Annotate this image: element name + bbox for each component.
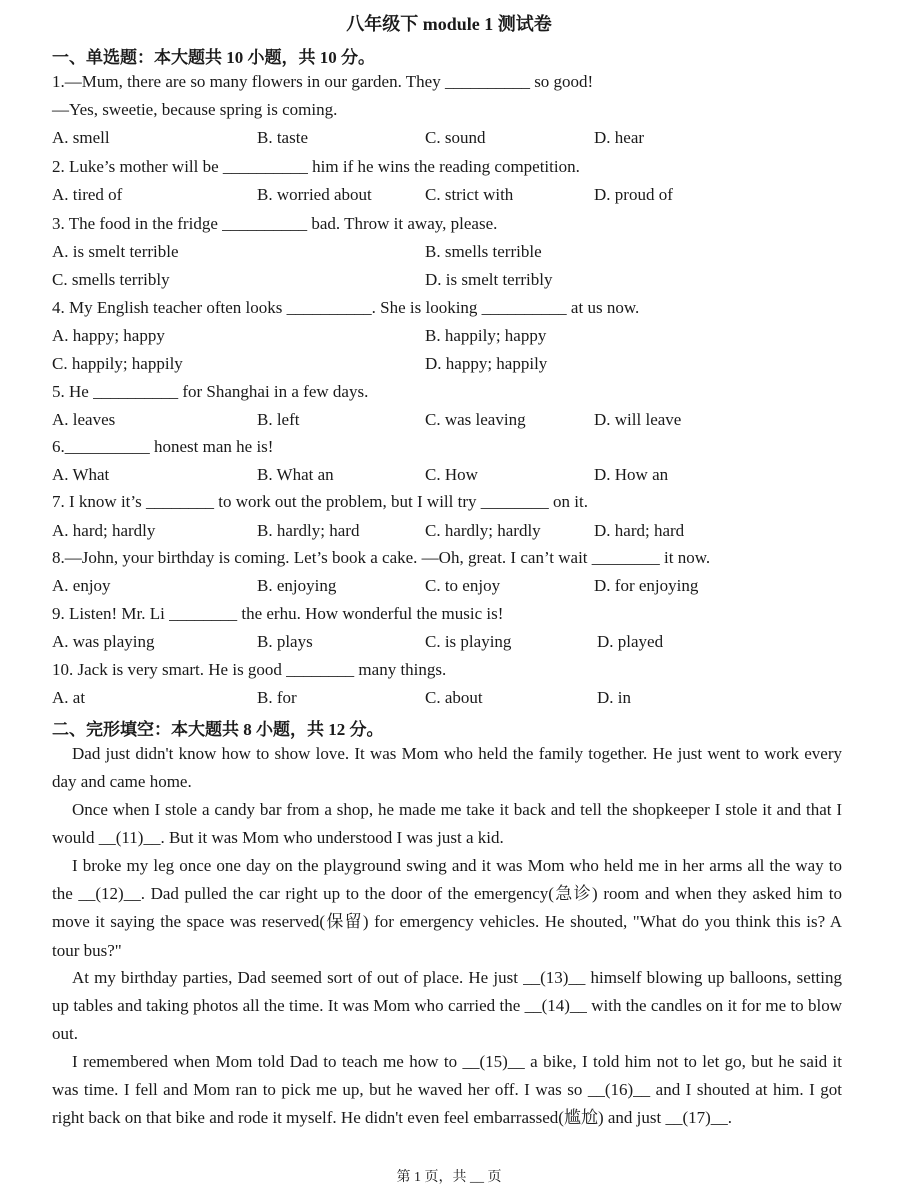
q6-option-b: B. What an bbox=[257, 465, 334, 484]
q4-option-d: D. happy; happily bbox=[425, 354, 548, 373]
q2-option-a: A. tired of bbox=[52, 185, 123, 204]
q1-option-c: C. sound bbox=[425, 128, 486, 147]
q3-option-c: C. smells terribly bbox=[52, 270, 170, 289]
q10-option-a: A. at bbox=[52, 688, 86, 707]
q6-option-c: C. How bbox=[425, 465, 478, 484]
cloze-paragraph-5: I remembered when Mom told Dad to teach me how to __(15)__ a bike, I told him not to let go, but he said it was time. I fell and Mom ran to pick me up, but he waved her off. I was so __(16)__ and I shouted at him. I got right back on that bike and rode it myself. He didn't even feel embarrassed(尴尬) and just __(17)__. bbox=[52, 1052, 842, 1128]
q10-option-b: B. for bbox=[257, 688, 297, 707]
cloze-paragraph-4: At my birthday parties, Dad seemed sort of out of place. He just __(13)__ himself blowing up balloons, setting up tables and taking photos all the time. It was Mom who carried the __(14)__ with the candles on it for me to blow out. bbox=[52, 968, 842, 1044]
q1-option-b: B. taste bbox=[257, 128, 308, 147]
q3-option-a: A. is smelt terrible bbox=[52, 242, 179, 261]
q2-option-b: B. worried about bbox=[257, 185, 372, 204]
q8-option-d: D. for enjoying bbox=[594, 576, 699, 595]
section1-heading: 一、单选题：本大题共 10 小题，共 10 分。 bbox=[52, 48, 375, 67]
q2-option-c: C. strict with bbox=[425, 185, 514, 204]
q4-option-c: C. happily; happily bbox=[52, 354, 183, 373]
q10-option-c: C. about bbox=[425, 688, 483, 707]
q5-option-b: B. left bbox=[257, 410, 300, 429]
cloze-paragraph-1: Dad just didn't know how to show love. It was Mom who held the family together. He just went to work every day and came home. bbox=[52, 744, 842, 792]
q9-option-b: B. plays bbox=[257, 632, 313, 651]
page-footer: 第 1 页，共 __ 页 bbox=[396, 1170, 502, 1185]
q9-option-a: A. was playing bbox=[52, 632, 155, 651]
q10-line: 10. Jack is very smart. He is good ________ many things. bbox=[52, 660, 447, 679]
q6-option-a: A. What bbox=[52, 465, 110, 484]
q8-option-c: C. to enjoy bbox=[425, 576, 501, 595]
exam-title: 八年级下 module 1 测试卷 bbox=[346, 14, 552, 34]
q7-option-c: C. hardly; hardly bbox=[425, 521, 541, 540]
q3-option-b: B. smells terrible bbox=[425, 242, 542, 261]
q10-option-d: D. in bbox=[597, 688, 631, 707]
q2-option-d: D. proud of bbox=[594, 185, 673, 204]
q8-option-b: B. enjoying bbox=[257, 576, 337, 595]
q4-option-a: A. happy; happy bbox=[52, 326, 165, 345]
cloze-paragraph-3: I broke my leg once one day on the playground swing and it was Mom who held me in her arms all the way to the __(12)__. Dad pulled the car right up to the door of the emergency(急诊) room and when they asked him to move it saying the space was reserved(保留) for emergency vehicles. He shouted, "What do you think this is? A tour bus?" bbox=[52, 856, 842, 960]
q3-option-d: D. is smelt terribly bbox=[425, 270, 553, 289]
q3-line: 3. The food in the fridge __________ bad. Throw it away, please. bbox=[52, 214, 498, 233]
q5-option-c: C. was leaving bbox=[425, 410, 526, 429]
q1-line1: 1.—Mum, there are so many flowers in our garden. They __________ so good! bbox=[52, 72, 594, 91]
q1-line2: —Yes, sweetie, because spring is coming. bbox=[52, 100, 338, 119]
q7-option-a: A. hard; hardly bbox=[52, 521, 156, 540]
q8-option-a: A. enjoy bbox=[52, 576, 111, 595]
q9-option-c: C. is playing bbox=[425, 632, 512, 651]
q1-option-d: D. hear bbox=[594, 128, 645, 147]
q5-line: 5. He __________ for Shanghai in a few days. bbox=[52, 382, 369, 401]
q1-option-a: A. smell bbox=[52, 128, 110, 147]
q7-option-d: D. hard; hard bbox=[594, 521, 685, 540]
q4-option-b: B. happily; happy bbox=[425, 326, 547, 345]
section2-heading: 二、完形填空：本大题共 8 小题，共 12 分。 bbox=[52, 720, 384, 739]
q5-option-d: D. will leave bbox=[594, 410, 682, 429]
q5-option-a: A. leaves bbox=[52, 410, 116, 429]
q9-option-d: D. played bbox=[597, 632, 664, 651]
q4-line: 4. My English teacher often looks __________. She is looking __________ at us now. bbox=[52, 298, 640, 317]
q9-line: 9. Listen! Mr. Li ________ the erhu. How wonderful the music is! bbox=[52, 604, 504, 623]
q7-line: 7. I know it’s ________ to work out the problem, but I will try ________ on it. bbox=[52, 492, 588, 511]
q6-line: 6.__________ honest man he is! bbox=[52, 437, 274, 456]
q7-option-b: B. hardly; hard bbox=[257, 521, 360, 540]
cloze-paragraph-2: Once when I stole a candy bar from a shop, he made me take it back and tell the shopkeeper I stole it and that I would __(11)__. But it was Mom who understood I was just a kid. bbox=[52, 800, 842, 848]
q6-option-d: D. How an bbox=[594, 465, 669, 484]
q8-line: 8.—John, your birthday is coming. Let’s book a cake. —Oh, great. I can’t wait ________ it now. bbox=[52, 548, 711, 567]
q2-line: 2. Luke’s mother will be __________ him if he wins the reading competition. bbox=[52, 157, 580, 176]
